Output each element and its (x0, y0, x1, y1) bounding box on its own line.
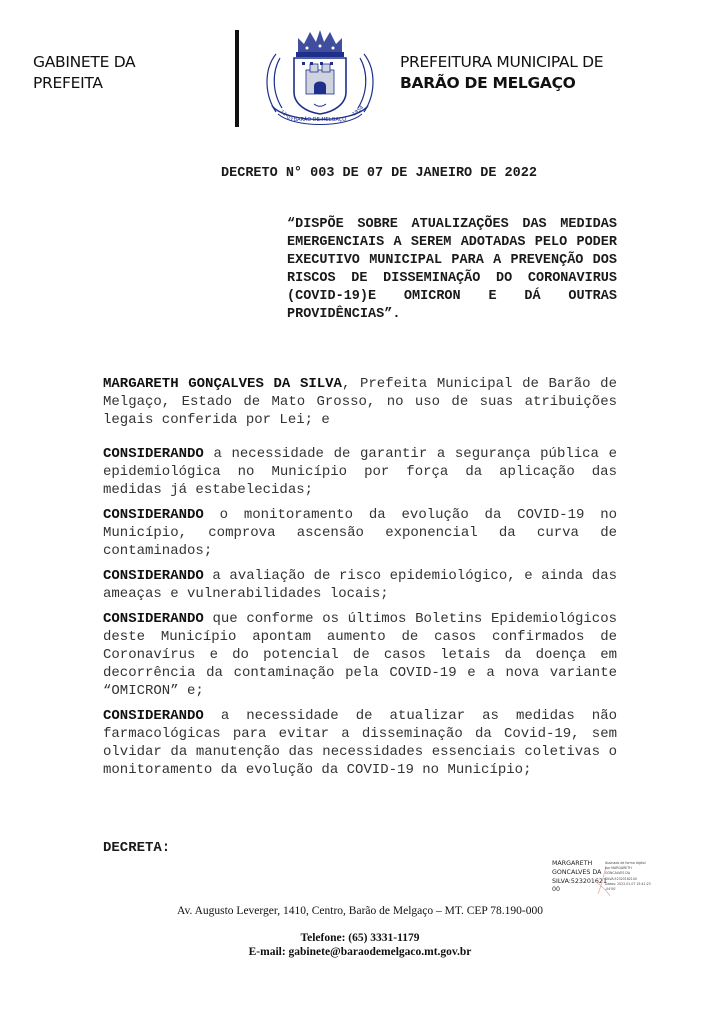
considerando-paragraph (103, 445, 617, 499)
considerando-text: a necessidade de garantir a segurança pública e epidemiológica no Município por força da aplicação das medidas já estabelecidas; (103, 446, 617, 498)
municipality-name (400, 52, 603, 94)
considerando-text: a necessidade de atualizar as medidas não farmacológicas para evitar a disseminação da Covid-19, sem olvidar da manutenção das necessidades essenciais coletivas o monitoramento da evolução da COVID-19 no Município; (103, 708, 617, 778)
signature-info-line: Assinado de forma digital (605, 861, 646, 865)
considerando-text: a avaliação de risco epidemiológico, e ainda das ameaças e vulnerabilidades locais; (103, 568, 617, 602)
decree-body (103, 375, 617, 786)
considerando-paragraph (103, 610, 617, 700)
signature-info-line: -04'00' (605, 887, 617, 892)
decreta-label: DECRETA: (103, 840, 171, 856)
signature-info-line: Dados: 2022.01.07 15:41:23 (605, 881, 651, 886)
considerando-paragraph (103, 506, 617, 560)
considerando-paragraph (103, 567, 617, 603)
seal-ribbon-text: BARÃO DE MELGAÇO (293, 117, 347, 123)
signature-info-line: por MARGARETH (605, 866, 632, 871)
signature-info-line: GONCALVES DA (605, 871, 631, 876)
signature-info-line: SILVA:52320162100 (605, 876, 637, 881)
municipality-name-line1: PREFEITURA MUNICIPAL DE (400, 53, 604, 71)
signature-name-line: 00 (552, 886, 561, 894)
office-name-line1: GABINETE DA (33, 53, 136, 71)
seal-year: 1954 (351, 104, 366, 118)
signature-info (605, 861, 661, 892)
preamble-paragraph (103, 375, 617, 429)
office-name-line2: PREFEITA (33, 74, 103, 92)
header-divider (235, 30, 239, 127)
footer-email: E-mail: gabinete@baraodemelgaco.mt.gov.br (248, 946, 472, 958)
digital-signature[interactable] (552, 860, 662, 900)
coat-of-arms-icon (258, 24, 382, 130)
municipality-name-line2: BARÃO DE MELGAÇO (400, 74, 576, 92)
considerando-label: CONSIDERANDO (103, 708, 204, 724)
considerando-label: CONSIDERANDO (103, 507, 204, 523)
decree-title: DECRETO N° 003 DE 07 DE JANEIRO DE 2022 (221, 166, 537, 181)
office-name (33, 52, 135, 94)
seal-date: 13-03 (278, 108, 294, 123)
preamble-text: , Prefeita Municipal de Barão de Melgaço, Estado de Mato Grosso, no uso de suas atribuições legais conferida por Lei; e (103, 376, 617, 428)
considerando-paragraph (103, 707, 617, 779)
considerando-label: CONSIDERANDO (103, 446, 204, 462)
decree-ementa: “DISPÕE SOBRE ATUALIZAÇÕES DAS MEDIDAS EMERGENCIAIS A SEREM ADOTADAS PELO PODER EXECUTIVO MUNICIPAL PARA A PREVENÇÃO DOS RISCOS DE DISSEMINAÇÃO DO CORONAVIRUS (COVID-19)E OMICRON E DÁ OUTRAS PROVIDÊNCIAS”. (287, 217, 617, 322)
considerando-text: que conforme os últimos Boletins Epidemiológicos deste Município apontam aumento de casos confirmados de Coronavírus e do potencial de casos letais da doença em decorrência da contaminação pela COVID-19 e a nova variante “OMICRON” e; (103, 611, 617, 699)
footer-address: Av. Augusto Leverger, 1410, Centro, Barão de Melgaço – MT. CEP 78.190-000 (177, 905, 543, 917)
signature-name-line: GONCALVES DA (552, 868, 602, 876)
footer-phone: Telefone: (65) 3331-1179 (300, 932, 420, 944)
signature-name-line: SILVA:523201621 (552, 877, 607, 885)
considerando-text: o monitoramento da evolução da COVID-19 no Município, comprova ascensão exponencial da curva de contaminados; (103, 507, 617, 559)
mayor-name: MARGARETH GONÇALVES DA SILVA (103, 376, 342, 392)
considerando-label: CONSIDERANDO (103, 611, 204, 627)
considerando-label: CONSIDERANDO (103, 568, 204, 584)
signature-name-line: MARGARETH (552, 860, 593, 867)
